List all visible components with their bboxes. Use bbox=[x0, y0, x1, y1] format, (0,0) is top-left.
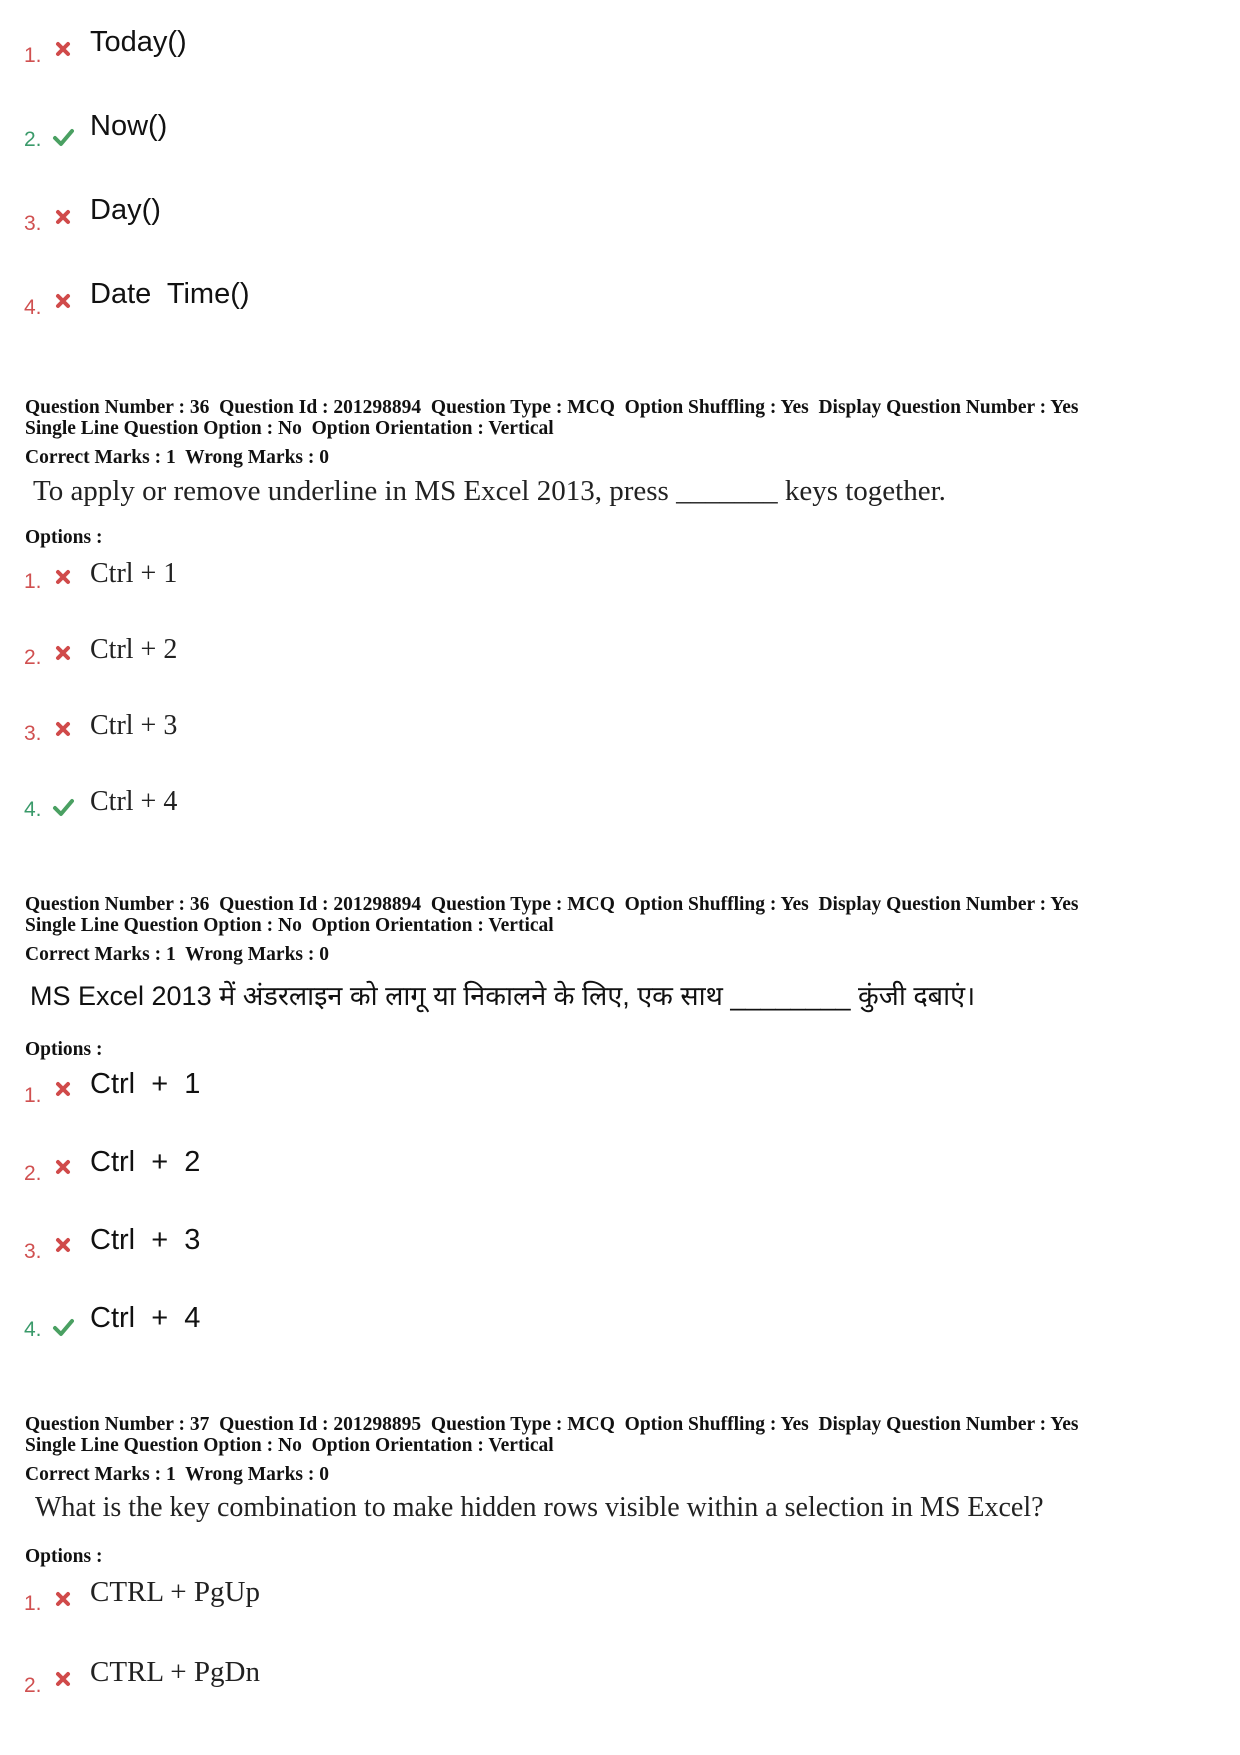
cross-icon bbox=[52, 290, 74, 312]
cross-icon bbox=[52, 1078, 74, 1100]
option-text: CTRL + PgUp bbox=[90, 1576, 260, 1608]
cross-icon bbox=[52, 1234, 74, 1256]
option-number: 2. bbox=[24, 646, 42, 669]
option-text: Ctrl + 3 bbox=[90, 1224, 201, 1256]
question-meta-options: Single Line Question Option : No Option Orientation : Vertical bbox=[25, 418, 554, 439]
option-text: Now() bbox=[90, 110, 168, 142]
option-number: 2. bbox=[24, 1162, 42, 1185]
cross-icon bbox=[52, 1668, 74, 1690]
option-text: Ctrl + 4 bbox=[90, 1302, 201, 1334]
option-text: Ctrl + 4 bbox=[90, 786, 178, 817]
option-number: 3. bbox=[24, 212, 42, 235]
option-text: Day() bbox=[90, 194, 161, 226]
cross-icon bbox=[52, 1156, 74, 1178]
option-number: 4. bbox=[24, 798, 42, 821]
option-number: 1. bbox=[24, 44, 42, 67]
option-number: 2. bbox=[24, 128, 42, 151]
cross-icon bbox=[52, 566, 74, 588]
option-number: 3. bbox=[24, 722, 42, 745]
marks-line: Correct Marks : 1 Wrong Marks : 0 bbox=[25, 447, 330, 468]
option-text: Ctrl + 2 bbox=[90, 1146, 201, 1178]
question-text: To apply or remove underline in MS Excel 2013, press _______ keys together. bbox=[33, 475, 946, 507]
options-label: Options : bbox=[25, 527, 103, 548]
option-number: 4. bbox=[24, 296, 42, 319]
option-text: Ctrl + 1 bbox=[90, 558, 178, 589]
cross-icon bbox=[52, 38, 74, 60]
option-number: 1. bbox=[24, 1592, 42, 1615]
cross-icon bbox=[52, 642, 74, 664]
cross-icon bbox=[52, 1588, 74, 1610]
question-meta: Question Number : 36 Question Id : 201298894 Question Type : MCQ Option Shuffling : Yes Display Question Number : Yes bbox=[25, 397, 1079, 418]
option-number: 2. bbox=[24, 1674, 42, 1697]
question-meta: Question Number : 37 Question Id : 201298895 Question Type : MCQ Option Shuffling : Yes Display Question Number : Yes bbox=[25, 1414, 1079, 1435]
option-text: Ctrl + 3 bbox=[90, 710, 178, 741]
question-text: MS Excel 2013 में अंडरलाइन को लागू या निकालने के लिए, एक साथ ________ कुंजी दबाएं। bbox=[30, 981, 976, 1011]
options-label: Options : bbox=[25, 1546, 103, 1567]
option-text: Ctrl + 2 bbox=[90, 634, 178, 665]
options-label: Options : bbox=[25, 1039, 103, 1060]
option-number: 3. bbox=[24, 1240, 42, 1263]
option-number: 1. bbox=[24, 1084, 42, 1107]
question-text: What is the key combination to make hidden rows visible within a selection in MS Excel? bbox=[35, 1492, 1044, 1523]
check-icon bbox=[52, 796, 74, 818]
question-meta: Question Number : 36 Question Id : 201298894 Question Type : MCQ Option Shuffling : Yes Display Question Number : Yes bbox=[25, 894, 1079, 915]
question-meta-options: Single Line Question Option : No Option Orientation : Vertical bbox=[25, 1435, 554, 1456]
cross-icon bbox=[52, 206, 74, 228]
option-number: 4. bbox=[24, 1318, 42, 1341]
option-number: 1. bbox=[24, 570, 42, 593]
question-meta-options: Single Line Question Option : No Option Orientation : Vertical bbox=[25, 915, 554, 936]
option-text: Ctrl + 1 bbox=[90, 1068, 201, 1100]
check-icon bbox=[52, 1316, 74, 1338]
marks-line: Correct Marks : 1 Wrong Marks : 0 bbox=[25, 1464, 330, 1485]
option-text: Today() bbox=[90, 26, 187, 58]
cross-icon bbox=[52, 718, 74, 740]
option-text: Date Time() bbox=[90, 278, 250, 310]
check-icon bbox=[52, 126, 74, 148]
marks-line: Correct Marks : 1 Wrong Marks : 0 bbox=[25, 944, 330, 965]
option-text: CTRL + PgDn bbox=[90, 1656, 260, 1688]
